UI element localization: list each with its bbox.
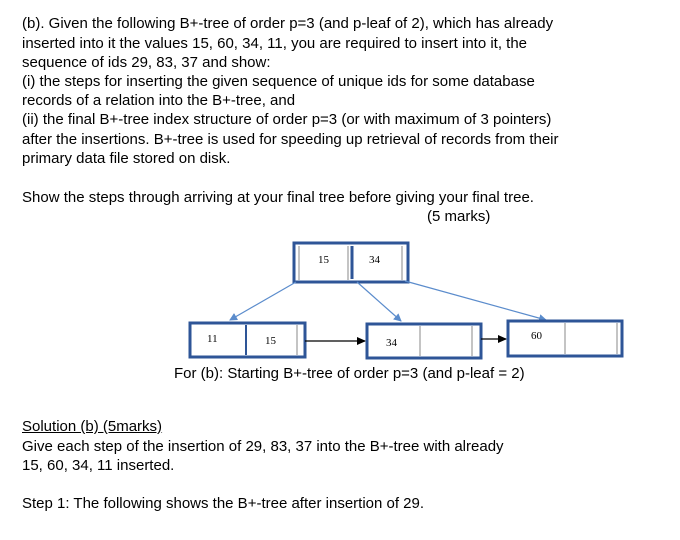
question-line-6: (ii) the final B+-tree index structure of order p=3 (or with maximum of 3 pointers)	[22, 111, 552, 128]
question-line-3: sequence of ids 29, 83, 37 and show:	[22, 54, 271, 71]
solution-heading: Solution (b) (5marks)	[22, 418, 163, 435]
solution-line-1: Give each step of the insertion of 29, 83, 37 into the B+-tree with already	[22, 438, 504, 455]
step-1-text: Step 1: The following shows the B+-tree after insertion of 29.	[22, 495, 425, 512]
solution-line-2: 15, 60, 34, 11 inserted.	[22, 457, 175, 474]
question-line-8: primary data file stored on disk.	[22, 150, 231, 167]
root-pointer-left	[230, 282, 296, 320]
leaf-node-2	[367, 324, 481, 358]
question-line-7: after the insertions. B+-tree is used for speeding up retrieval of records from their	[22, 131, 559, 148]
root-node	[294, 243, 408, 282]
leaf-node-1	[190, 323, 305, 357]
tree-caption: For (b): Starting B+-tree of order p=3 (and p-leaf = 2)	[174, 365, 525, 382]
question-line-4: (i) the steps for inserting the given sequence of unique ids for some database	[22, 73, 535, 90]
question-line-1: (b). Given the following B+-tree of order p=3 (and p-leaf of 2), which has already	[22, 15, 554, 32]
marks-label: (5 marks)	[427, 208, 491, 225]
show-steps-instruction: Show the steps through arriving at your final tree before giving your final tree.	[22, 189, 534, 206]
leaf-1-key-1: 11	[207, 333, 218, 345]
root-key-2: 34	[369, 254, 380, 266]
leaf-3-key-1: 60	[531, 330, 542, 342]
question-line-5: records of a relation into the B+-tree, and	[22, 92, 296, 109]
leaf-1-key-2: 15	[265, 335, 276, 347]
leaf-2-key-1: 34	[386, 337, 397, 349]
root-key-1: 15	[318, 254, 329, 266]
question-line-2: inserted into it the values 15, 60, 34, 11, you are required to insert into it, the	[22, 35, 528, 52]
root-pointer-right	[405, 281, 546, 320]
root-pointer-middle	[357, 282, 401, 321]
leaf-node-3	[508, 321, 622, 356]
